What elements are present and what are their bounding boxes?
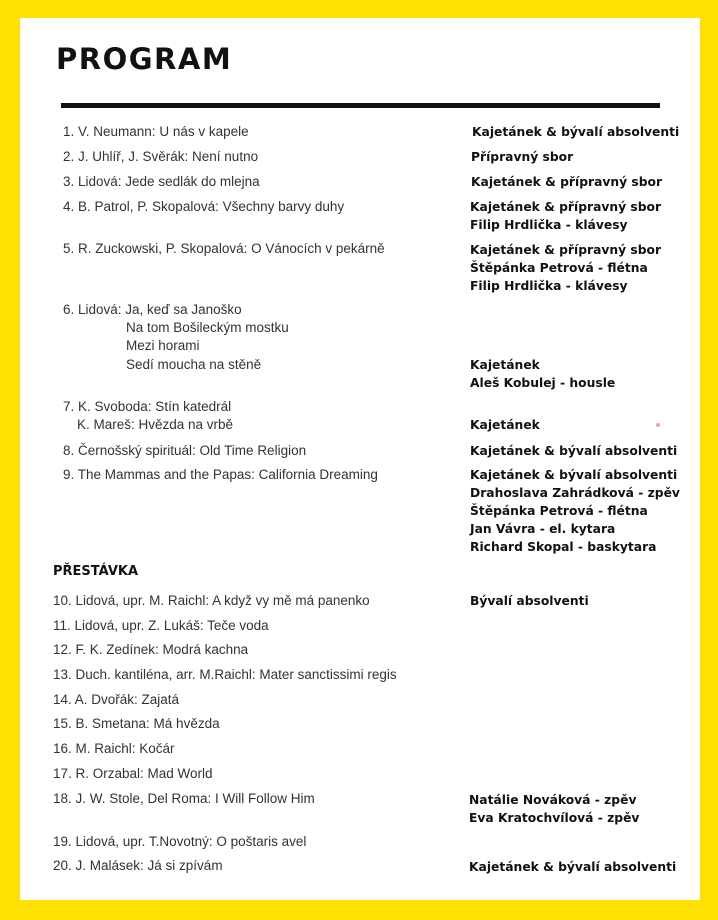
program-item-title: 4. B. Patrol, P. Skopalová: Všechny barvy duhy bbox=[63, 199, 345, 214]
program-item-title: 18. J. W. Stole, Del Roma: I Will Follow Him bbox=[53, 791, 315, 806]
program-item-performer: Kajetánek & bývalí absolventi bbox=[469, 860, 677, 874]
program-item-title: Na tom Bošileckým mostku bbox=[126, 320, 289, 335]
program-item-title: 15. B. Smetana: Má hvězda bbox=[53, 716, 220, 731]
program-item-performer: Kajetánek & přípravný sbor bbox=[470, 200, 662, 214]
program-item-title: 17. R. Orzabal: Mad World bbox=[53, 766, 213, 781]
program-item-title: 12. F. K. Zedínek: Modrá kachna bbox=[53, 642, 249, 657]
program-item-title: 6. Lidová: Ja, keď sa Janoško bbox=[63, 302, 242, 317]
program-item-performer: Kajetánek bbox=[470, 418, 540, 432]
program-item-performer: Kajetánek & bývalí absolventi bbox=[472, 125, 680, 139]
program-item-performer: Kajetánek & přípravný sbor bbox=[471, 175, 663, 189]
program-item-performer: Bývalí absolventi bbox=[470, 594, 589, 608]
program-item-performer: Filip Hrdlička - klávesy bbox=[470, 218, 628, 232]
program-item-performer: Aleš Kobulej - housle bbox=[470, 376, 616, 390]
program-item-title: 20. J. Malásek: Já si zpívám bbox=[53, 858, 223, 873]
program-item-performer: Štěpánka Petrová - flétna bbox=[470, 504, 648, 518]
program-item-performer: Filip Hrdlička - klávesy bbox=[470, 279, 628, 293]
program-item-title: 5. R. Zuckowski, P. Skopalová: O Vánocích v pekárně bbox=[63, 241, 385, 256]
program-item-performer: Jan Vávra - el. kytara bbox=[470, 522, 616, 536]
title-rule bbox=[61, 103, 660, 108]
program-item-title: Mezi horami bbox=[126, 338, 200, 353]
program-item-title: 1. V. Neumann: U nás v kapele bbox=[63, 124, 249, 139]
program-item-title: 10. Lidová, upr. M. Raichl: A když vy mě má panenko bbox=[53, 593, 370, 608]
program-item-title: 14. A. Dvořák: Zajatá bbox=[53, 692, 180, 707]
program-item-performer: Kajetánek & bývalí absolventi bbox=[470, 468, 678, 482]
program-item-performer: Natálie Nováková - zpěv bbox=[469, 793, 637, 807]
program-item-title: K. Mareš: Hvězda na vrbě bbox=[77, 417, 234, 432]
program-item-title: 8. Černošský spirituál: Old Time Religion bbox=[63, 443, 307, 458]
program-item-title: 7. K. Svoboda: Stín katedrál bbox=[63, 399, 232, 414]
program-item-performer: Eva Kratochvílová - zpěv bbox=[469, 811, 640, 825]
program-item-title: Sedí moucha na stěně bbox=[126, 357, 262, 372]
program-item-title: 11. Lidová, upr. Z. Lukáš: Teče voda bbox=[53, 618, 269, 633]
program-item-performer: Kajetánek & bývalí absolventi bbox=[470, 444, 678, 458]
program-item-title: 19. Lidová, upr. T.Novotný: O poštaris avel bbox=[53, 834, 307, 849]
program-item-performer: Richard Skopal - baskytara bbox=[470, 540, 657, 554]
program-item-title: 16. M. Raichl: Kočár bbox=[53, 741, 175, 756]
program-item-title: 13. Duch. kantiléna, arr. M.Raichl: Mater sanctissimi regis bbox=[53, 667, 397, 682]
program-item-performer: Kajetánek & přípravný sbor bbox=[470, 243, 662, 257]
program-item-title: 2. J. Uhlíř, J. Svěrák: Není nutno bbox=[63, 149, 259, 164]
page-title: PROGRAM bbox=[56, 42, 233, 76]
program-item-title: 3. Lidová: Jede sedlák do mlejna bbox=[63, 174, 260, 189]
program-item-performer: Štěpánka Petrová - flétna bbox=[470, 261, 648, 275]
program-item-performer: Kajetánek bbox=[470, 358, 540, 372]
program-item-performer: Drahoslava Zahrádková - zpěv bbox=[470, 486, 680, 500]
program-item-title: 9. The Mammas and the Papas: California Dreaming bbox=[63, 467, 378, 482]
intermission-heading: PŘESTÁVKA bbox=[53, 564, 139, 579]
program-item-performer: Přípravný sbor bbox=[471, 150, 574, 164]
speck-mark bbox=[656, 423, 660, 427]
